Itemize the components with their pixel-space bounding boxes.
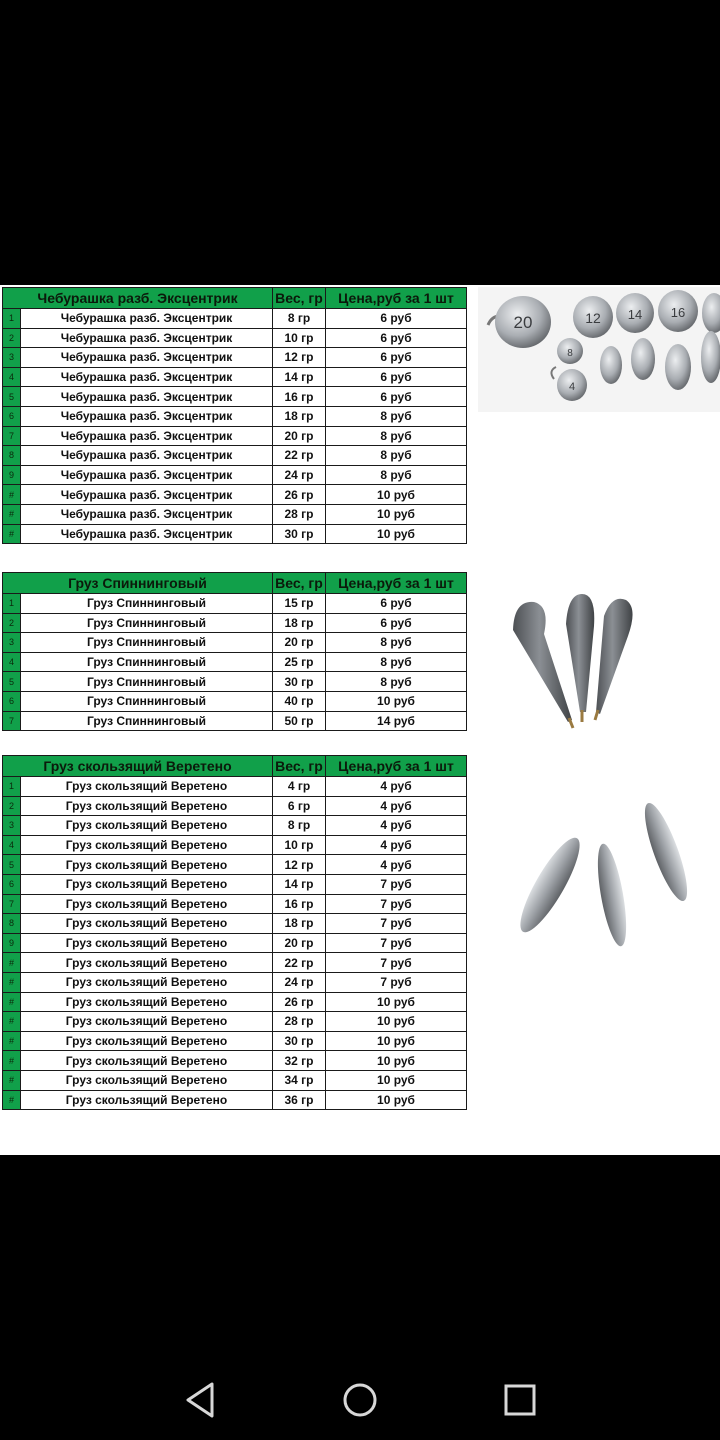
row-index: 9 bbox=[3, 465, 21, 485]
price-cell: 6 руб bbox=[326, 328, 467, 348]
price-cell: 7 руб bbox=[326, 874, 467, 894]
table-row bbox=[3, 874, 467, 894]
price-table-cheburashka bbox=[2, 287, 467, 544]
product-name-cell: Чебурашка разб. Эксцентрик bbox=[21, 328, 273, 348]
product-name-cell: Груз скользящий Веретено bbox=[21, 1090, 273, 1110]
product-name-cell: Чебурашка разб. Эксцентрик bbox=[21, 426, 273, 446]
row-index: 1 bbox=[3, 777, 21, 797]
weight-header: Вес, гр bbox=[273, 573, 326, 594]
row-index: 3 bbox=[3, 633, 21, 653]
spinning-weights-photo bbox=[498, 572, 662, 738]
nav-home-button[interactable] bbox=[338, 1378, 382, 1422]
weight-header: Вес, гр bbox=[273, 288, 326, 309]
product-name-cell: Груз скользящий Веретено bbox=[21, 874, 273, 894]
weight-cell: 32 гр bbox=[273, 1051, 326, 1071]
table-row bbox=[3, 652, 467, 672]
weight-cell: 10 гр bbox=[273, 328, 326, 348]
table-row bbox=[3, 504, 467, 524]
row-index: 4 bbox=[3, 367, 21, 387]
product-name-cell: Груз Спиннинговый bbox=[21, 594, 273, 614]
weight-cell: 36 гр bbox=[273, 1090, 326, 1110]
price-cell: 4 руб bbox=[326, 816, 467, 836]
table-row bbox=[3, 387, 467, 407]
table-row bbox=[3, 796, 467, 816]
price-cell: 10 руб bbox=[326, 1031, 467, 1051]
row-index: 4 bbox=[3, 652, 21, 672]
nav-back-button[interactable] bbox=[178, 1378, 222, 1422]
weight-cell: 25 гр bbox=[273, 652, 326, 672]
product-name-cell: Чебурашка разб. Эксцентрик bbox=[21, 348, 273, 368]
table-row bbox=[3, 953, 467, 973]
product-name-cell: Груз скользящий Веретено bbox=[21, 816, 273, 836]
price-cell: 10 руб bbox=[326, 1051, 467, 1071]
weight-label-12: 12 bbox=[585, 310, 601, 326]
spindle-weights-photo bbox=[508, 795, 698, 955]
weight-cell: 28 гр bbox=[273, 504, 326, 524]
table-row bbox=[3, 524, 467, 544]
weight-cell: 18 гр bbox=[273, 406, 326, 426]
table-row bbox=[3, 691, 467, 711]
table-row bbox=[3, 406, 467, 426]
price-cell: 6 руб bbox=[326, 309, 467, 329]
price-cell: 10 руб bbox=[326, 524, 467, 544]
product-name-cell: Груз скользящий Веретено bbox=[21, 855, 273, 875]
product-header: Чебурашка разб. Эксцентрик bbox=[3, 288, 273, 309]
price-cell: 7 руб bbox=[326, 972, 467, 992]
weight-cell: 20 гр bbox=[273, 633, 326, 653]
product-name-cell: Чебурашка разб. Эксцентрик bbox=[21, 446, 273, 466]
row-index: 5 bbox=[3, 672, 21, 692]
row-index: 7 bbox=[3, 426, 21, 446]
price-cell: 6 руб bbox=[326, 594, 467, 614]
price-sheet bbox=[0, 285, 720, 1155]
table-row bbox=[3, 633, 467, 653]
weight-cell: 8 гр bbox=[273, 816, 326, 836]
product-name-cell: Груз скользящий Веретено bbox=[21, 914, 273, 934]
price-cell: 8 руб bbox=[326, 633, 467, 653]
weight-label-20: 20 bbox=[513, 313, 533, 332]
weight-label-8: 8 bbox=[567, 348, 573, 359]
product-name-cell: Груз Спиннинговый bbox=[21, 613, 273, 633]
weight-cell: 10 гр bbox=[273, 835, 326, 855]
row-index: 5 bbox=[3, 855, 21, 875]
row-index: 6 bbox=[3, 406, 21, 426]
android-navigation-bar bbox=[0, 1360, 720, 1440]
weight-cell: 24 гр bbox=[273, 972, 326, 992]
weight-cell: 22 гр bbox=[273, 446, 326, 466]
table-row bbox=[3, 367, 467, 387]
product-name-cell: Груз скользящий Веретено bbox=[21, 835, 273, 855]
table-header-row bbox=[3, 288, 467, 309]
price-cell: 8 руб bbox=[326, 446, 467, 466]
table-row bbox=[3, 426, 467, 446]
product-name-cell: Груз скользящий Веретено bbox=[21, 1012, 273, 1032]
table-row bbox=[3, 933, 467, 953]
price-cell: 4 руб bbox=[326, 796, 467, 816]
table-row bbox=[3, 992, 467, 1012]
table-row bbox=[3, 1051, 467, 1071]
row-index: 7 bbox=[3, 894, 21, 914]
price-header: Цена,руб за 1 шт bbox=[326, 288, 467, 309]
product-name-cell: Груз скользящий Веретено bbox=[21, 796, 273, 816]
table-row bbox=[3, 446, 467, 466]
table-header-row bbox=[3, 573, 467, 594]
product-name-cell: Груз Спиннинговый bbox=[21, 711, 273, 731]
table-row bbox=[3, 816, 467, 836]
product-name-cell: Чебурашка разб. Эксцентрик bbox=[21, 406, 273, 426]
weight-cell: 34 гр bbox=[273, 1070, 326, 1090]
weight-cell: 40 гр bbox=[273, 691, 326, 711]
weight-cell: 50 гр bbox=[273, 711, 326, 731]
row-index: 4 bbox=[3, 835, 21, 855]
price-cell: 10 руб bbox=[326, 504, 467, 524]
product-name-cell: Груз скользящий Веретено bbox=[21, 992, 273, 1012]
table-row bbox=[3, 485, 467, 505]
nav-recents-button[interactable] bbox=[498, 1378, 542, 1422]
product-header: Груз скользящий Веретено bbox=[3, 756, 273, 777]
weight-cell: 22 гр bbox=[273, 953, 326, 973]
row-index: 1 bbox=[3, 594, 21, 614]
product-name-cell: Груз скользящий Веретено bbox=[21, 1070, 273, 1090]
price-cell: 6 руб bbox=[326, 613, 467, 633]
table-row bbox=[3, 348, 467, 368]
table-row bbox=[3, 1090, 467, 1110]
cheburashka-weights-photo bbox=[478, 287, 720, 412]
weight-label-16: 16 bbox=[670, 305, 686, 320]
product-name-cell: Груз Спиннинговый bbox=[21, 691, 273, 711]
row-index: 7 bbox=[3, 711, 21, 731]
row-index: # bbox=[3, 1051, 21, 1071]
table-row bbox=[3, 672, 467, 692]
product-name-cell: Груз скользящий Веретено bbox=[21, 894, 273, 914]
weight-cell: 24 гр bbox=[273, 465, 326, 485]
product-name-cell: Груз скользящий Веретено bbox=[21, 972, 273, 992]
row-index: 2 bbox=[3, 328, 21, 348]
weight-cell: 8 гр bbox=[273, 309, 326, 329]
row-index: # bbox=[3, 1090, 21, 1110]
weight-cell: 16 гр bbox=[273, 894, 326, 914]
price-header: Цена,руб за 1 шт bbox=[326, 573, 467, 594]
product-name-cell: Чебурашка разб. Эксцентрик bbox=[21, 524, 273, 544]
row-index: # bbox=[3, 524, 21, 544]
price-cell: 7 руб bbox=[326, 953, 467, 973]
table-row bbox=[3, 309, 467, 329]
row-index: # bbox=[3, 953, 21, 973]
table-row bbox=[3, 777, 467, 797]
product-name-cell: Груз скользящий Веретено bbox=[21, 777, 273, 797]
product-name-cell: Чебурашка разб. Эксцентрик bbox=[21, 465, 273, 485]
product-name-cell: Груз скользящий Веретено bbox=[21, 1031, 273, 1051]
row-index: 8 bbox=[3, 914, 21, 934]
price-cell: 7 руб bbox=[326, 914, 467, 934]
weight-cell: 18 гр bbox=[273, 613, 326, 633]
price-cell: 7 руб bbox=[326, 894, 467, 914]
row-index: 3 bbox=[3, 348, 21, 368]
weight-cell: 30 гр bbox=[273, 1031, 326, 1051]
product-name-cell: Груз Спиннинговый bbox=[21, 633, 273, 653]
recents-icon bbox=[498, 1378, 542, 1422]
weight-cell: 26 гр bbox=[273, 992, 326, 1012]
home-icon bbox=[338, 1378, 382, 1422]
price-cell: 4 руб bbox=[326, 777, 467, 797]
product-name-cell: Груз скользящий Веретено bbox=[21, 933, 273, 953]
price-cell: 10 руб bbox=[326, 1090, 467, 1110]
price-cell: 4 руб bbox=[326, 835, 467, 855]
weight-cell: 16 гр bbox=[273, 387, 326, 407]
row-index: 2 bbox=[3, 796, 21, 816]
table-row bbox=[3, 328, 467, 348]
table-row bbox=[3, 465, 467, 485]
price-cell: 6 руб bbox=[326, 348, 467, 368]
row-index: 8 bbox=[3, 446, 21, 466]
price-cell: 6 руб bbox=[326, 367, 467, 387]
product-name-cell: Груз Спиннинговый bbox=[21, 652, 273, 672]
weight-cell: 30 гр bbox=[273, 524, 326, 544]
weight-cell: 26 гр bbox=[273, 485, 326, 505]
price-cell: 8 руб bbox=[326, 672, 467, 692]
price-cell: 8 руб bbox=[326, 652, 467, 672]
weight-label-4: 4 bbox=[568, 381, 576, 393]
table-row bbox=[3, 613, 467, 633]
weight-cell: 30 гр bbox=[273, 672, 326, 692]
row-index: 3 bbox=[3, 816, 21, 836]
price-cell: 6 руб bbox=[326, 387, 467, 407]
price-header: Цена,руб за 1 шт bbox=[326, 756, 467, 777]
price-cell: 14 руб bbox=[326, 711, 467, 731]
row-index: # bbox=[3, 992, 21, 1012]
weight-cell: 12 гр bbox=[273, 348, 326, 368]
weight-label-14: 14 bbox=[627, 307, 643, 322]
weight-header: Вес, гр bbox=[273, 756, 326, 777]
table-row bbox=[3, 972, 467, 992]
row-index: # bbox=[3, 485, 21, 505]
row-index: # bbox=[3, 972, 21, 992]
table-row bbox=[3, 1031, 467, 1051]
weight-cell: 28 гр bbox=[273, 1012, 326, 1032]
weight-cell: 20 гр bbox=[273, 933, 326, 953]
weight-cell: 12 гр bbox=[273, 855, 326, 875]
table-row bbox=[3, 1070, 467, 1090]
weight-cell: 4 гр bbox=[273, 777, 326, 797]
product-name-cell: Груз скользящий Веретено bbox=[21, 953, 273, 973]
row-index: 5 bbox=[3, 387, 21, 407]
weight-cell: 6 гр bbox=[273, 796, 326, 816]
table-row bbox=[3, 914, 467, 934]
price-cell: 8 руб bbox=[326, 426, 467, 446]
price-table-spinning bbox=[2, 572, 467, 731]
table-row bbox=[3, 594, 467, 614]
table-header-row bbox=[3, 756, 467, 777]
product-header: Груз Спиннинговый bbox=[3, 573, 273, 594]
product-name-cell: Чебурашка разб. Эксцентрик bbox=[21, 309, 273, 329]
row-index: # bbox=[3, 504, 21, 524]
row-index: 9 bbox=[3, 933, 21, 953]
product-name-cell: Чебурашка разб. Эксцентрик bbox=[21, 485, 273, 505]
product-name-cell: Груз скользящий Веретено bbox=[21, 1051, 273, 1071]
price-cell: 10 руб bbox=[326, 992, 467, 1012]
row-index: # bbox=[3, 1012, 21, 1032]
weight-cell: 15 гр bbox=[273, 594, 326, 614]
table-row bbox=[3, 1012, 467, 1032]
row-index: 6 bbox=[3, 874, 21, 894]
price-cell: 10 руб bbox=[326, 485, 467, 505]
product-name-cell: Чебурашка разб. Эксцентрик bbox=[21, 387, 273, 407]
product-name-cell: Груз Спиннинговый bbox=[21, 672, 273, 692]
price-cell: 10 руб bbox=[326, 1012, 467, 1032]
row-index: # bbox=[3, 1070, 21, 1090]
weight-cell: 18 гр bbox=[273, 914, 326, 934]
row-index: 6 bbox=[3, 691, 21, 711]
table-row bbox=[3, 894, 467, 914]
product-name-cell: Чебурашка разб. Эксцентрик bbox=[21, 367, 273, 387]
row-index: # bbox=[3, 1031, 21, 1051]
price-cell: 8 руб bbox=[326, 406, 467, 426]
product-name-cell: Чебурашка разб. Эксцентрик bbox=[21, 504, 273, 524]
price-cell: 7 руб bbox=[326, 933, 467, 953]
table-row bbox=[3, 835, 467, 855]
back-icon bbox=[178, 1378, 222, 1422]
weight-cell: 14 гр bbox=[273, 874, 326, 894]
row-index: 2 bbox=[3, 613, 21, 633]
table-row bbox=[3, 855, 467, 875]
weight-cell: 14 гр bbox=[273, 367, 326, 387]
price-cell: 8 руб bbox=[326, 465, 467, 485]
row-index: 1 bbox=[3, 309, 21, 329]
price-table-spindle bbox=[2, 755, 467, 1110]
price-cell: 10 руб bbox=[326, 1070, 467, 1090]
table-row bbox=[3, 711, 467, 731]
weight-cell: 20 гр bbox=[273, 426, 326, 446]
price-cell: 4 руб bbox=[326, 855, 467, 875]
price-cell: 10 руб bbox=[326, 691, 467, 711]
